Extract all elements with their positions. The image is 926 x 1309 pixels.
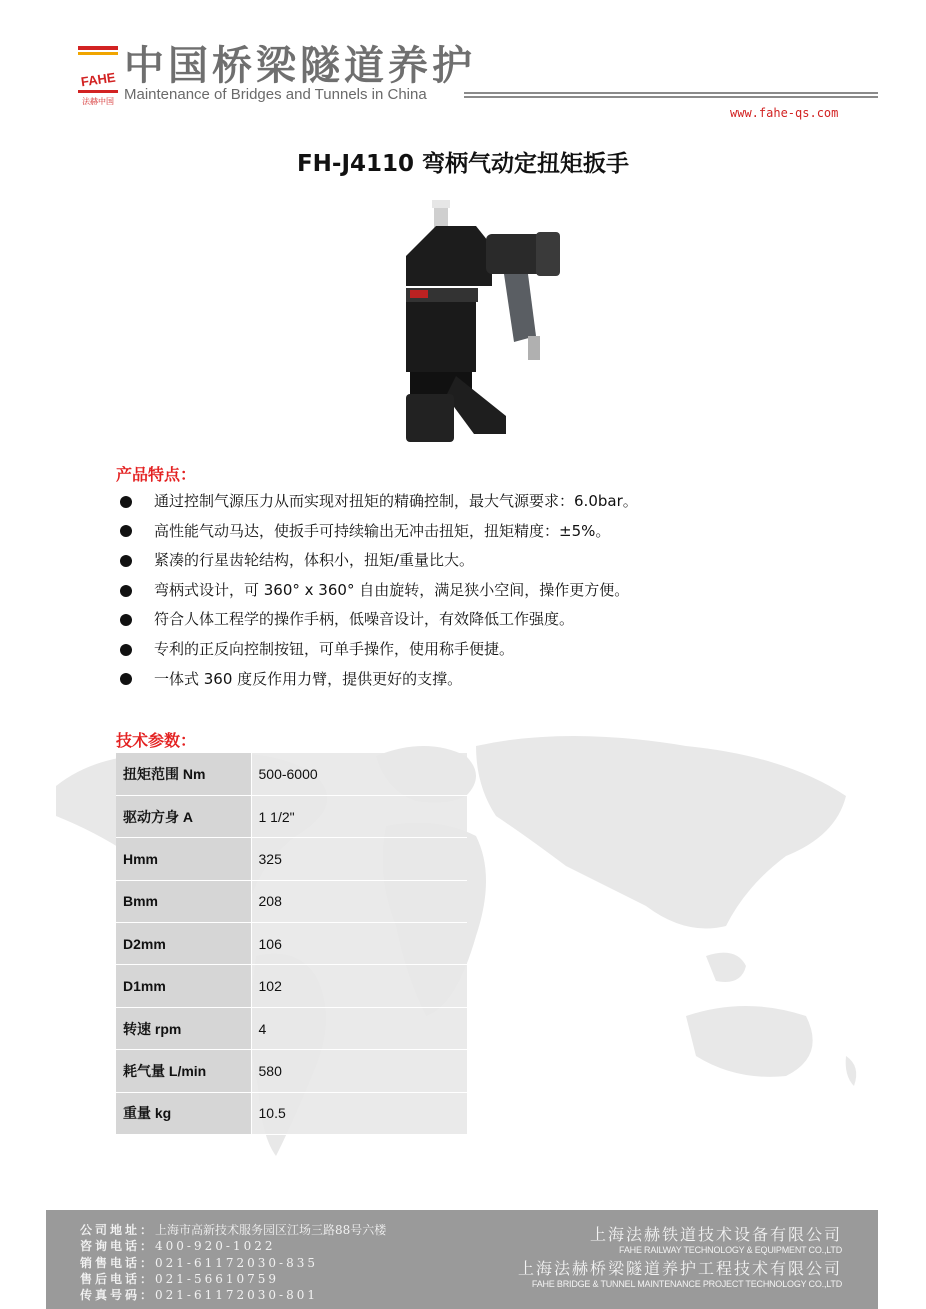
list-item: 通过控制气源压力从而实现对扭矩的精确控制，最大气源要求：6.0bar。: [116, 487, 836, 517]
table-row: 重量 kg 10.5: [116, 1092, 467, 1134]
header-divider: [464, 92, 878, 102]
brand-name-en: Maintenance of Bridges and Tunnels in China: [124, 86, 427, 103]
list-item: 弯柄式设计，可 360° x 360° 自由旋转，满足狭小空间，操作更方便。: [116, 576, 836, 606]
bullet-icon: [120, 496, 132, 508]
company-bridge-tunnel: 上海法赫桥梁隧道养护工程技术有限公司 FAHE BRIDGE & TUNNEL MAINTENANCE PROJECT TECHNOLOGY CO.,LTD: [517, 1259, 842, 1289]
contact-row: 咨询电话：400-920-1022: [80, 1239, 276, 1254]
specs-table: [116, 753, 467, 1135]
features-list: [116, 487, 836, 694]
contact-row: 传真号码：021-61172030-801: [80, 1288, 319, 1303]
bullet-icon: [120, 644, 132, 656]
brand-name-cn: 中国桥梁隧道养护: [124, 43, 476, 89]
list-item: 高性能气动马达，使扳手可持续输出无冲击扭矩，扭矩精度：±5%。: [116, 517, 836, 547]
website-link[interactable]: www.fahe-qs.com: [730, 106, 839, 120]
torque-wrench-image: [396, 196, 566, 446]
table-row: 扭矩范围 Nm 500-6000: [116, 753, 467, 795]
table-row: D1mm 102: [116, 965, 467, 1007]
bullet-icon: [120, 585, 132, 597]
table-row: 转速 rpm 4: [116, 1007, 467, 1049]
specs-heading: 技术参数：: [116, 731, 197, 750]
list-item: 符合人体工程学的操作手柄，低噪音设计，有效降低工作强度。: [116, 605, 836, 635]
contact-row: 销售电话：021-61172030-835: [80, 1255, 319, 1270]
table-row: Bmm 208: [116, 880, 467, 922]
contact-row: 售后电话：021-56610759: [80, 1271, 280, 1286]
company-railway: 上海法赫铁道技术设备有限公司 FAHE RAILWAY TECHNOLOGY & EQUIPMENT CO.,LTD: [589, 1225, 842, 1255]
product-title: FH-J4110 弯柄气动定扭矩扳手: [296, 151, 630, 177]
fahe-logo: [76, 44, 120, 108]
bullet-icon: [120, 673, 132, 685]
svg-text:法赫中国: 法赫中国: [82, 97, 114, 106]
bullet-icon: [120, 614, 132, 626]
list-item: 专利的正反向控制按钮，可单手操作，使用称手便捷。: [116, 635, 836, 665]
table-row: D2mm 106: [116, 923, 467, 965]
bullet-icon: [120, 525, 132, 537]
table-row: Hmm 325: [116, 838, 467, 880]
table-row: 耗气量 L/min 580: [116, 1050, 467, 1092]
contact-info: [80, 1222, 386, 1303]
list-item: 一体式 360 度反作用力臂，提供更好的支撑。: [116, 665, 836, 695]
features-heading: 产品特点：: [116, 465, 197, 484]
bullet-icon: [120, 555, 132, 567]
contact-row: 公司地址：上海市高新技术服务园区江场三路88号六楼: [80, 1223, 387, 1237]
svg-text:FAHE: FAHE: [79, 69, 117, 90]
list-item: 紧凑的行星齿轮结构，体积小，扭矩/重量比大。: [116, 546, 836, 576]
footer: [46, 1210, 878, 1309]
table-row: 驱动方身 A 1 1/2": [116, 795, 467, 837]
